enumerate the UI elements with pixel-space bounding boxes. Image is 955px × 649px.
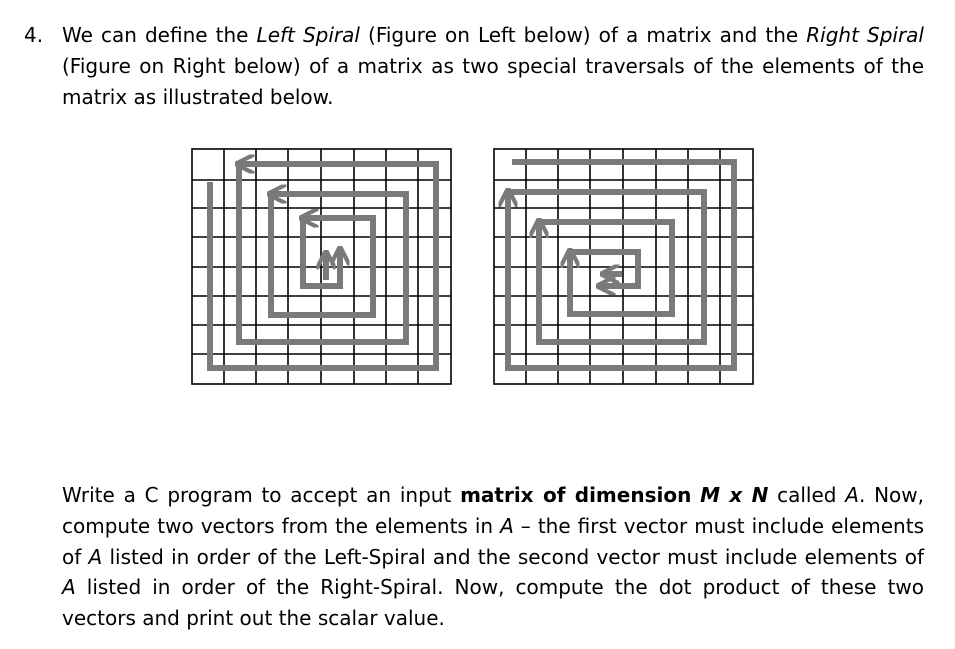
right-spiral-figure <box>492 146 754 386</box>
matrix-dimension-term: matrix of dimension <box>460 483 692 507</box>
right-grid <box>494 149 753 384</box>
task-description: Write a C program to accept an input matrix of dimension M x N called A. Now, compute two vectors from the elements in A – the first vector must include elements of A listed in order of the Left-Spiral and the second vector must include elements of A listed in order of the Right-Spiral. Now, compute the dot product of these two vectors and print out the scalar value. <box>62 483 924 631</box>
left-spiral-term: Left Spiral <box>256 23 360 47</box>
left-grid <box>192 149 451 384</box>
right-spiral-term: Right Spiral <box>806 23 924 47</box>
question-number: 4. <box>24 23 44 47</box>
left-spiral-figure <box>190 146 452 386</box>
spiral-figures <box>190 146 760 391</box>
question-intro: We can define the Left Spiral (Figure on Left below) of a matrix and the Right Spiral (Figure on Right below) of a matrix as two special traversals of the elements of the matrix as illustrated below. <box>62 23 924 109</box>
left-spiral-arrows <box>210 164 436 368</box>
right-spiral-arrows <box>508 162 734 368</box>
dimension-symbols: M x N <box>700 483 769 507</box>
